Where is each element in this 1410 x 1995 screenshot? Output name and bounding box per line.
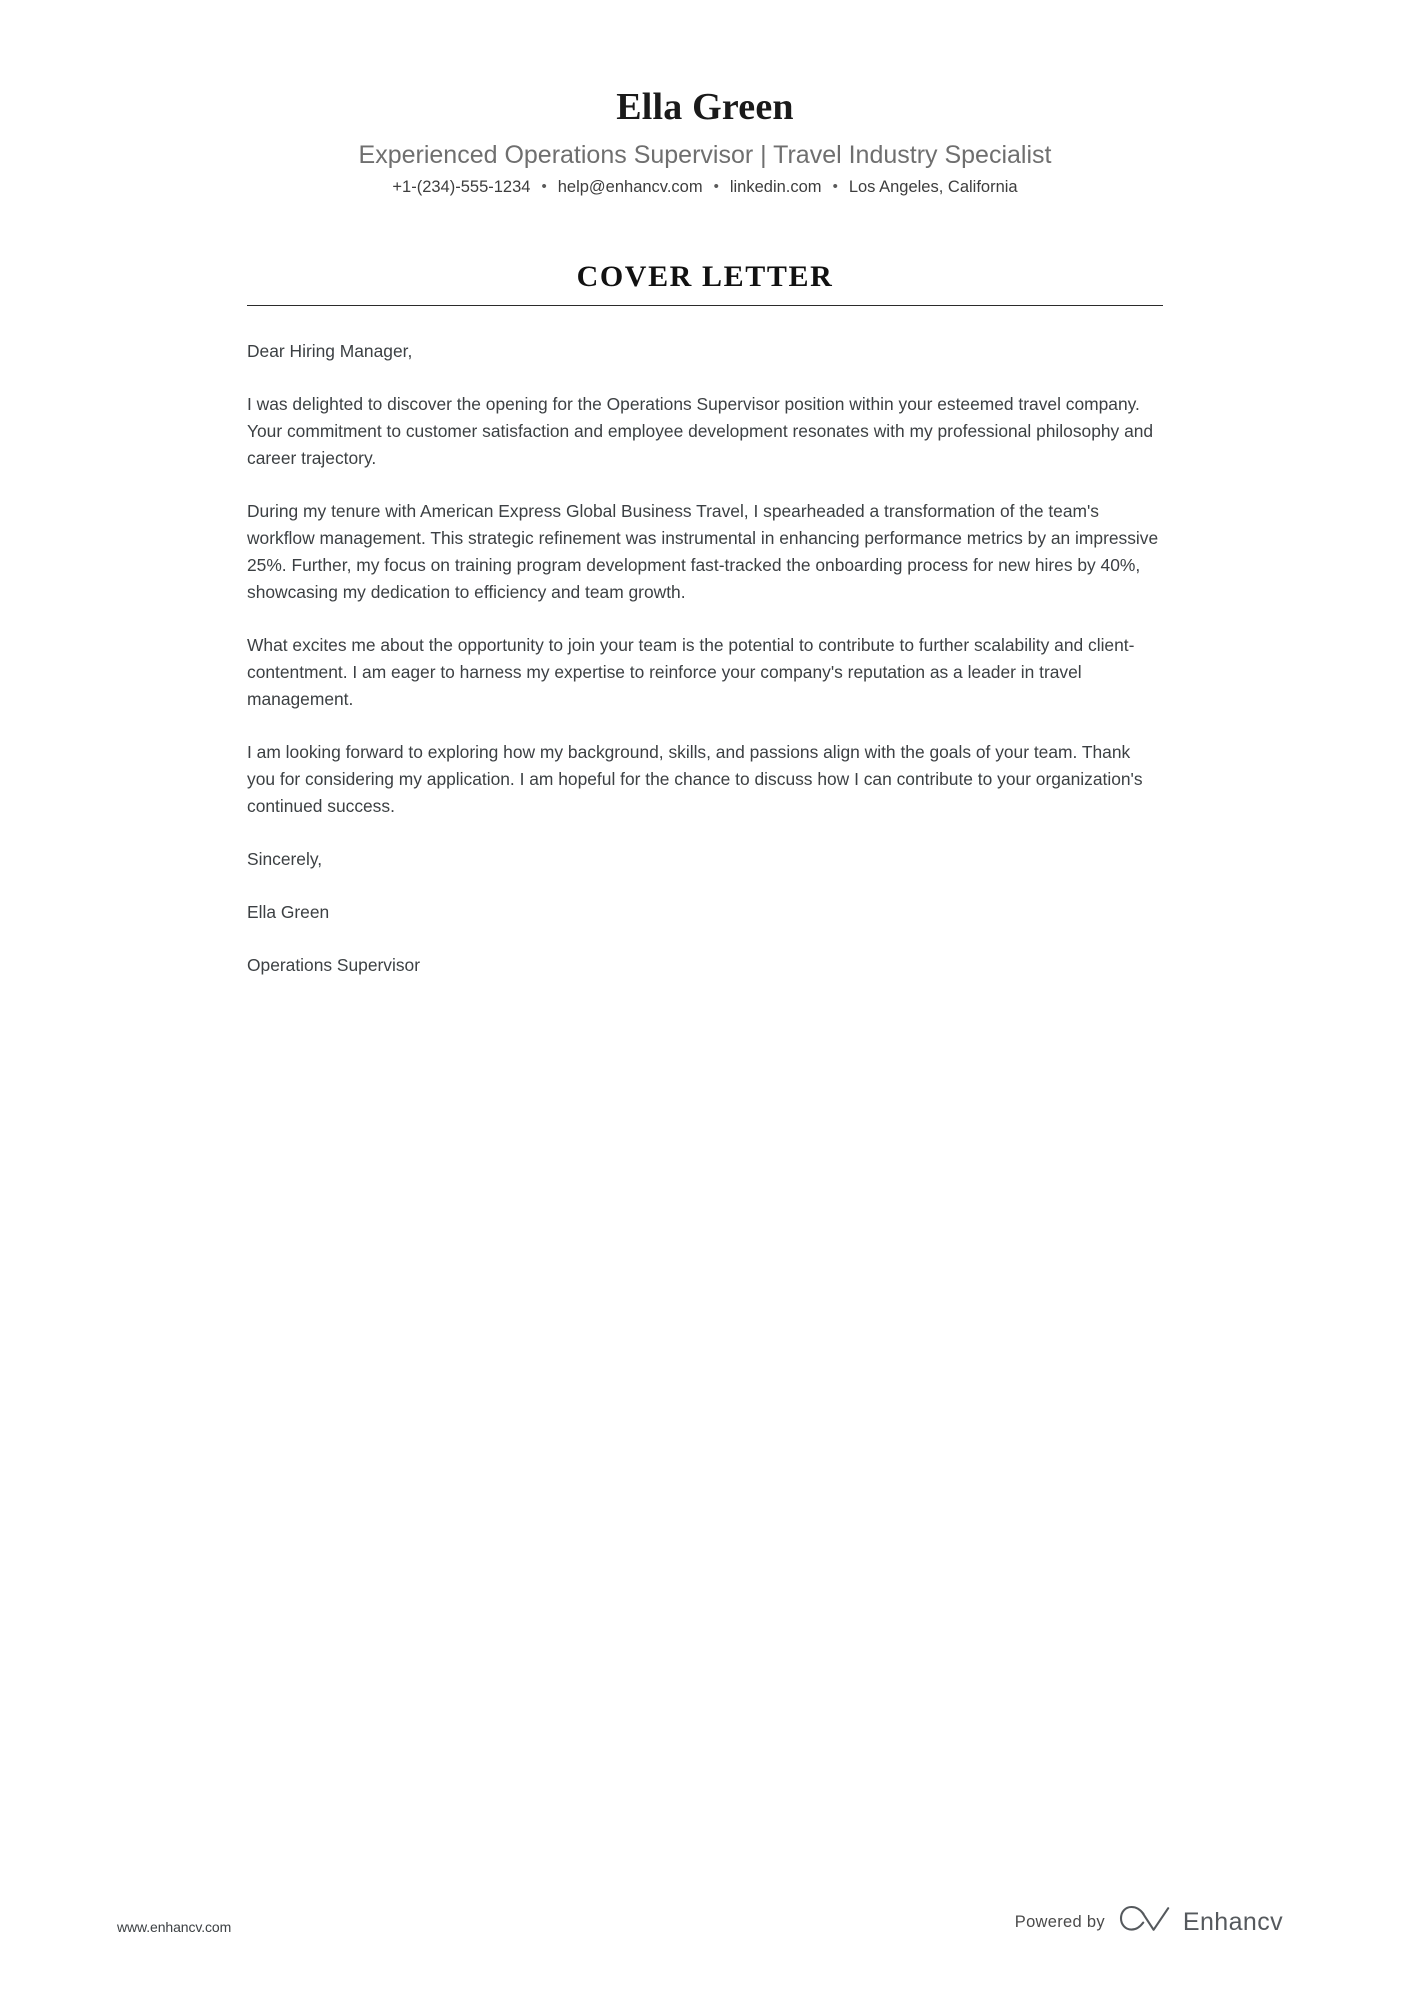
contact-linkedin[interactable]: linkedin.com xyxy=(729,177,822,196)
letter-body xyxy=(247,306,1163,978)
bullet-separator-icon: • xyxy=(832,177,838,195)
enhancv-infinity-logo-icon xyxy=(1119,1905,1171,1940)
contact-email[interactable]: help@enhancv.com xyxy=(557,177,703,196)
letter-paragraph-1: I was delighted to discover the opening for the Operations Supervisor position within your esteemed travel company. Your commitment to customer satisfaction and employee development resonates with my professional philosophy and career trajectory. xyxy=(247,394,1154,469)
letter-signature-title: Operations Supervisor xyxy=(247,954,421,975)
footer-website-url[interactable]: www.enhancv.com xyxy=(117,1919,232,1935)
candidate-name: Ella Green xyxy=(616,86,794,128)
bullet-separator-icon: • xyxy=(713,177,719,195)
letter-salutation: Dear Hiring Manager, xyxy=(247,341,413,362)
letter-paragraph-4: I am looking forward to exploring how my background, skills, and passions align with the goals of your team. Thank you for considering my application. I am hopeful for the chance to discuss how I can contribute to your organization's continued success. xyxy=(247,741,1143,816)
document-footer xyxy=(0,1875,1410,1995)
bullet-separator-icon: • xyxy=(541,177,547,195)
footer-branding xyxy=(1015,1905,1283,1940)
candidate-headline: Experienced Operations Supervisor | Travel Industry Specialist xyxy=(358,140,1052,169)
enhancv-brand-name: Enhancv xyxy=(1182,1908,1283,1936)
section-title: COVER LETTER xyxy=(576,260,834,294)
letter-paragraph-3: What excites me about the opportunity to join your team is the potential to contribute to further scalability and client-contentment. I am eager to harness my expertise to reinforce your company's reputation as a leader in travel management. xyxy=(247,634,1135,709)
contact-location: Los Angeles, California xyxy=(848,177,1018,196)
powered-by-label: Powered by xyxy=(1014,1913,1105,1931)
section-header xyxy=(247,198,1163,306)
contact-phone[interactable]: +1-(234)-555-1234 xyxy=(392,177,531,196)
enhancv-logo[interactable] xyxy=(1119,1905,1283,1940)
letter-paragraph-2: During my tenure with American Express Global Business Travel, I spearheaded a transformation of the team's workflow management. This strategic refinement was instrumental in enhancing performance metrics by an impressive 25%. Further, my focus on training program development fast-tracked the onboarding process for new hires by 40%, showcasing my dedication to efficiency and team growth. xyxy=(247,501,1159,602)
contact-line xyxy=(0,177,1410,198)
letter-signature-name: Ella Green xyxy=(247,901,330,922)
letter-closing: Sincerely, xyxy=(247,848,323,869)
document-header xyxy=(0,0,1410,198)
